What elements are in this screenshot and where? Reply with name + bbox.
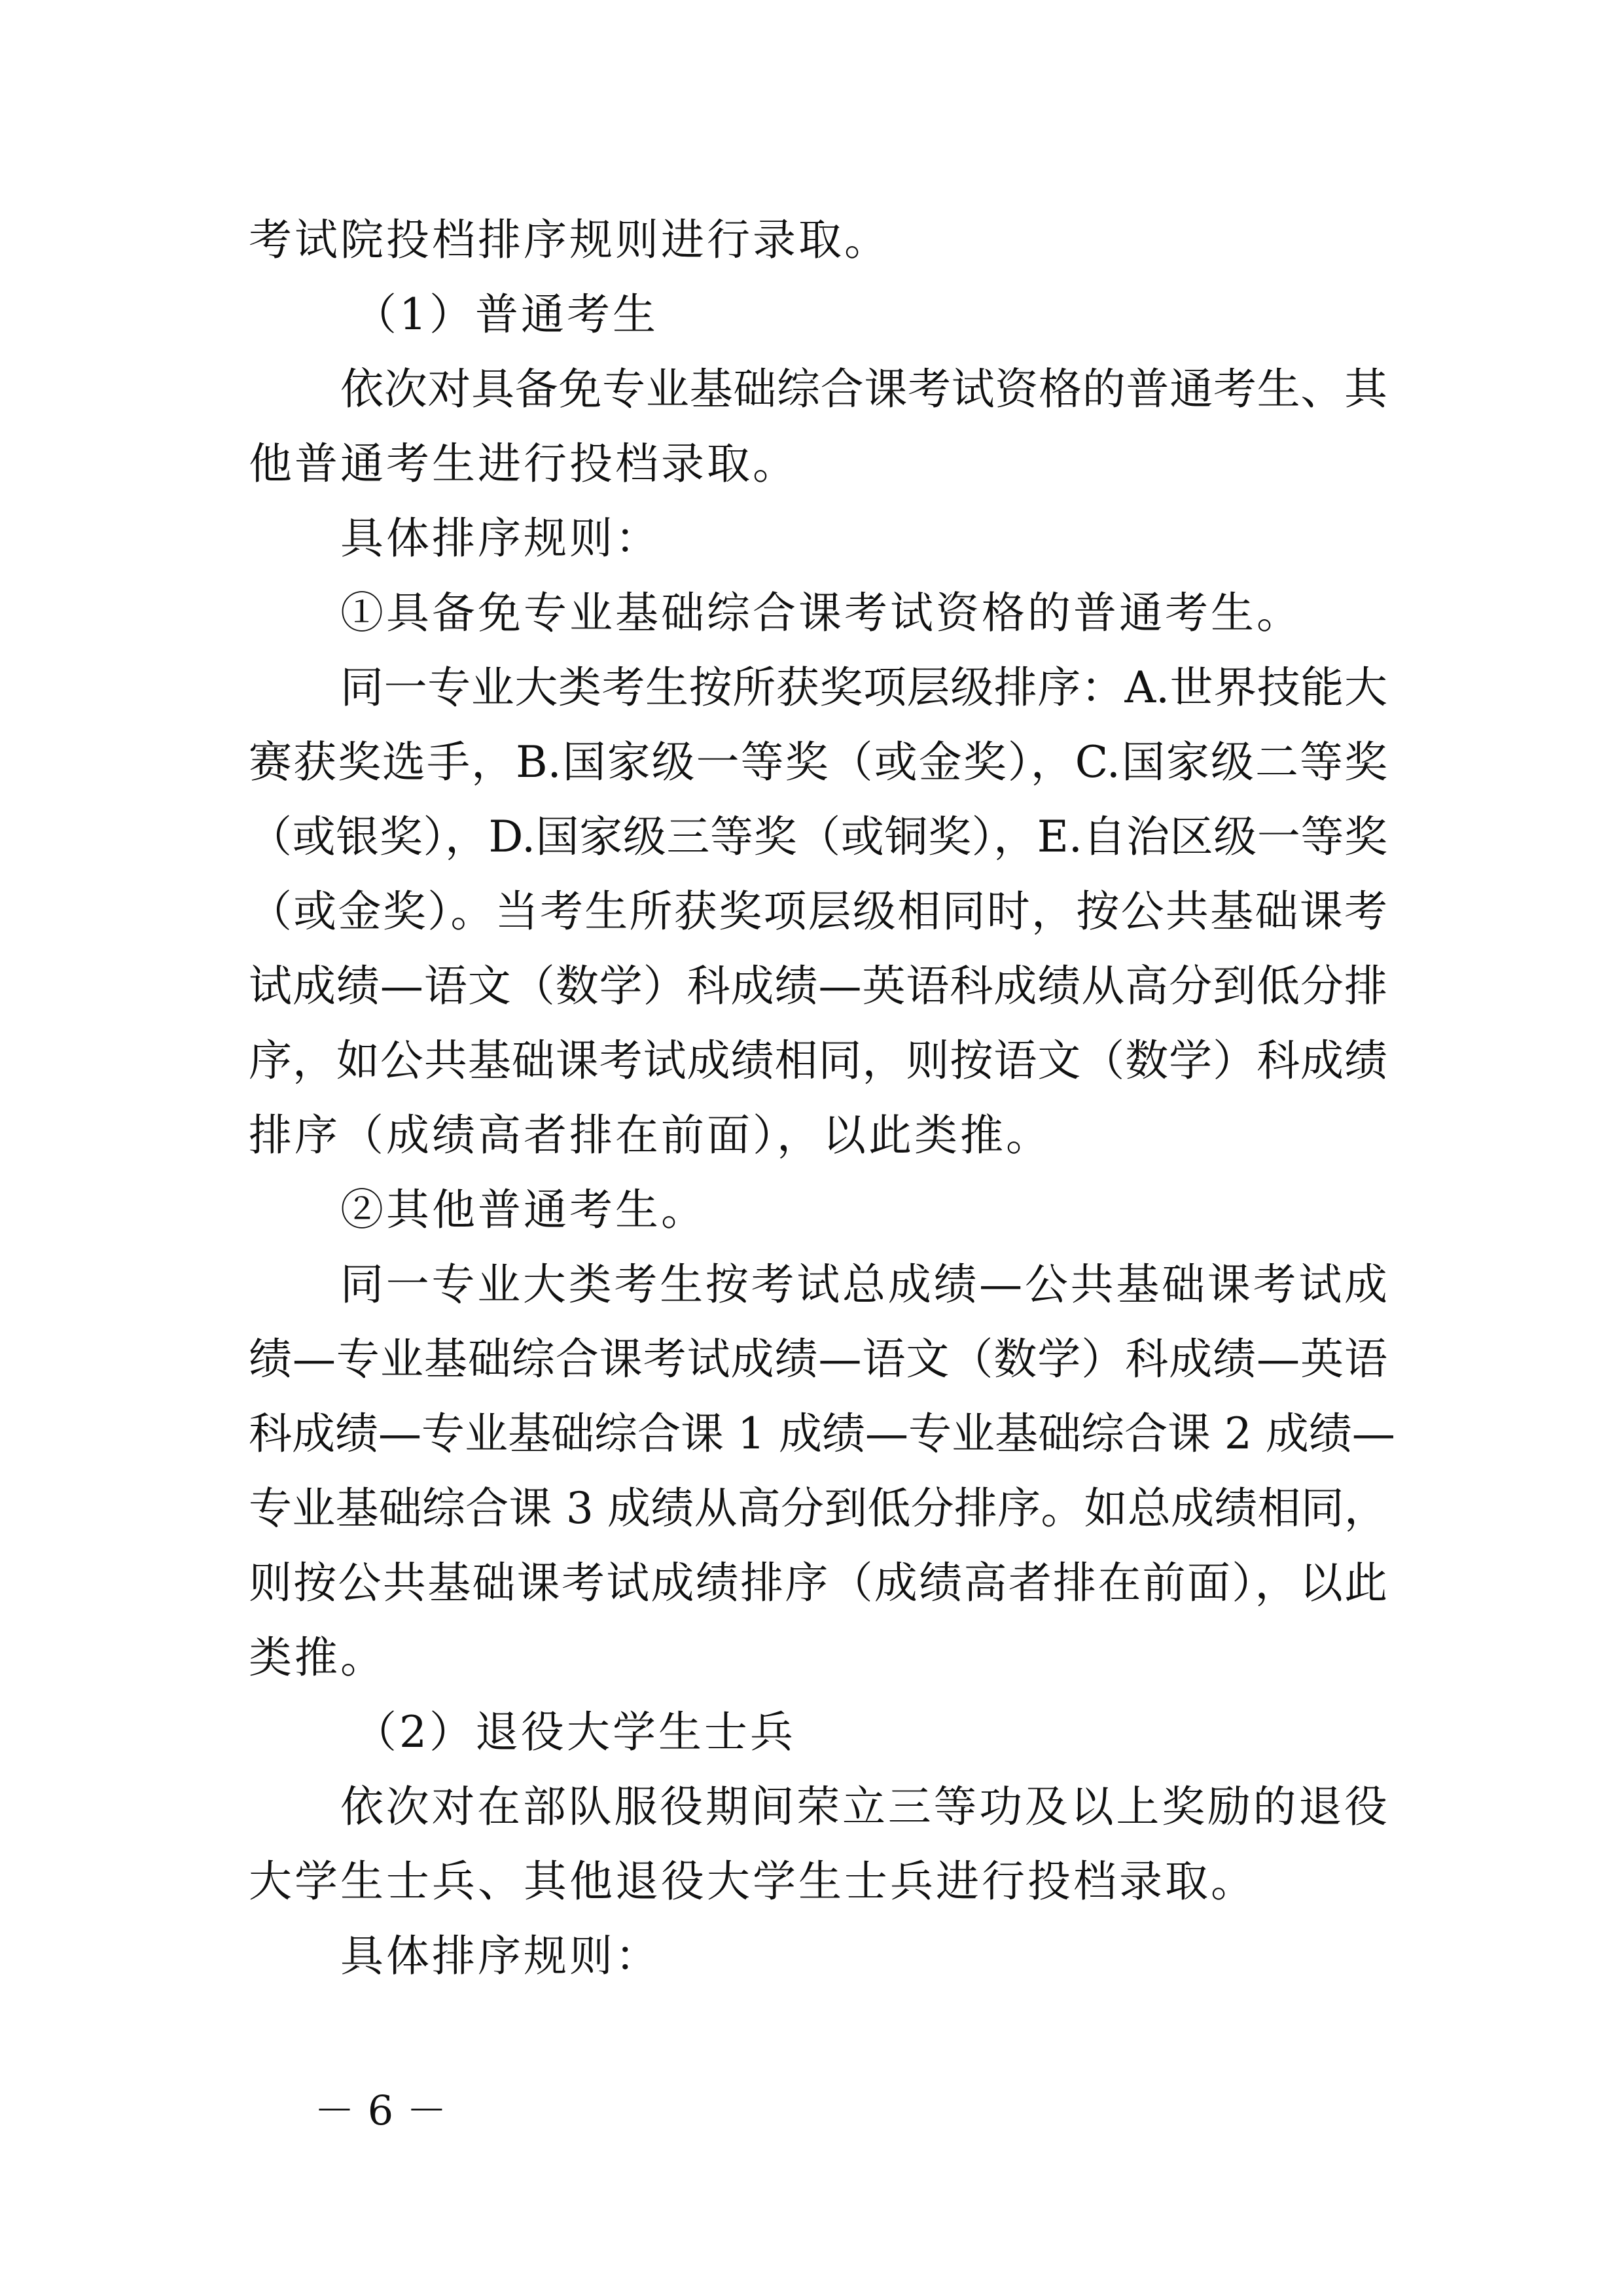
section-heading: （1）普通考生 xyxy=(353,289,658,340)
text-line: 绩—专业基础综合课考试成绩—语文（数学）科成绩—英语 xyxy=(249,1334,1387,1384)
text-line: 科成绩—专业基础综合课 1 成绩—专业基础综合课 2 成绩— xyxy=(249,1408,1395,1459)
text-line: 他普通考生进行投档录取。 xyxy=(249,439,798,489)
text-line: 专业基础综合课 3 成绩从高分到低分排序。如总成绩相同， xyxy=(249,1483,1387,1534)
text-line: 大学生士兵、其他退役大学生士兵进行投档录取。 xyxy=(249,1856,1257,1907)
text-line: 同一专业大类考生按所获奖项层级排序：A.世界技能大 xyxy=(340,662,1387,713)
text-line: 考试院投档排序规则进行录取。 xyxy=(249,215,890,265)
text-line: 赛获奖选手，B.国家级一等奖（或金奖），C.国家级二等奖 xyxy=(249,737,1387,787)
text-line: 序，如公共基础课考试成绩相同，则按语文（数学）科成绩 xyxy=(249,1035,1387,1086)
text-line: 依次对在部队服役期间荣立三等功及以上奖励的退役 xyxy=(340,1782,1387,1832)
text-line: 试成绩—语文（数学）科成绩—英语科成绩从高分到低分排 xyxy=(249,961,1387,1011)
list-item-heading: ①具备免专业基础综合课考试资格的普通考生。 xyxy=(340,588,1302,638)
text-line: 具体排序规则： xyxy=(340,513,661,564)
text-line: 排序（成绩高者排在前面），以此类推。 xyxy=(249,1110,1052,1160)
text-line: 依次对具备免专业基础综合课考试资格的普通考生、其 xyxy=(340,364,1387,414)
text-line: （或金奖）。当考生所获奖项层级相同时，按公共基础课考 xyxy=(249,886,1387,937)
text-line: 类推。 xyxy=(249,1632,386,1683)
text-line: 同一专业大类考生按考试总成绩—公共基础课考试成 xyxy=(340,1259,1387,1310)
section-heading: （2）退役大学生士兵 xyxy=(353,1707,796,1757)
text-line: 则按公共基础课考试成绩排序（成绩高者排在前面），以此 xyxy=(249,1558,1387,1608)
text-line: （或银奖），D.国家级三等奖（或铜奖），E.自治区级一等奖 xyxy=(249,812,1387,862)
text-line: 具体排序规则： xyxy=(340,1931,661,1981)
page-number: － 6 － xyxy=(314,2087,447,2134)
list-item-heading: ②其他普通考生。 xyxy=(340,1185,707,1235)
